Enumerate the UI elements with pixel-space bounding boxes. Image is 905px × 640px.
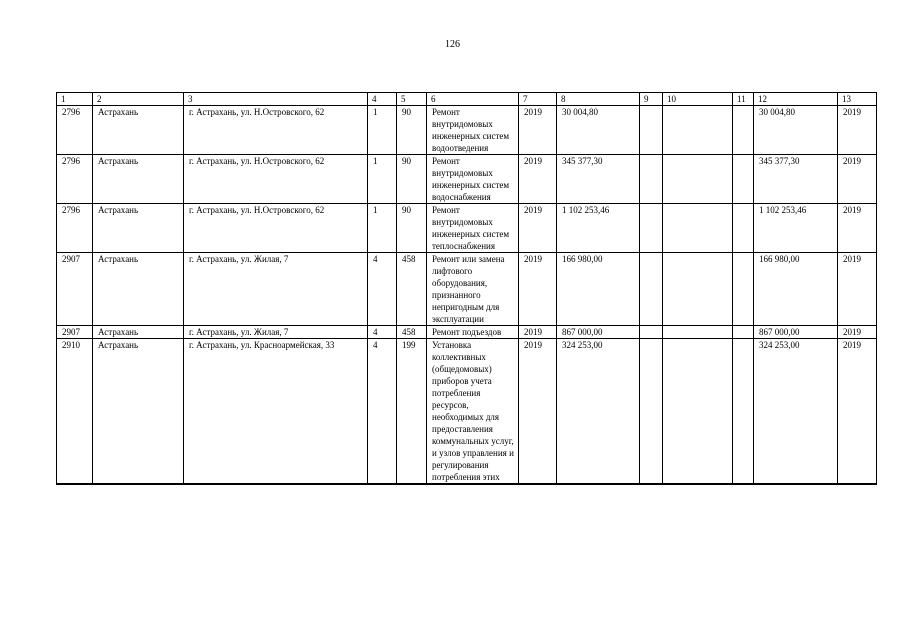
work-type-text: Установка коллективных (общедомовых) приборов учета потребления ресурсов, необходимых для предоставления коммунальных услуг, и узлов управления и регулирования потребления этих (432, 340, 514, 482)
page-number: 126 (445, 39, 460, 50)
cell-col10 (663, 106, 733, 155)
column-header: 3 (184, 93, 368, 106)
cell-col9 (640, 253, 663, 326)
cell-col10 (663, 326, 733, 339)
year-cell: 2019 (838, 326, 877, 339)
city-cell: Астрахань (93, 155, 184, 204)
city-cell: Астрахань (93, 339, 184, 485)
column-header: 13 (838, 93, 877, 106)
cell-col11 (733, 204, 754, 253)
column-header: 6 (427, 93, 519, 106)
city-cell: Астрахань (93, 326, 184, 339)
work-type-cell (427, 339, 519, 485)
year-cell: 2019 (838, 253, 877, 326)
work-type-cell (427, 155, 519, 204)
work-type-text: Ремонт внутридомовых инженерных систем водоотведения (432, 107, 510, 153)
column-header: 1 (57, 93, 93, 106)
address-cell: г. Астрахань, ул. Жилая, 7 (184, 326, 368, 339)
column-header: 9 (640, 93, 663, 106)
cell-col11 (733, 339, 754, 485)
column-header: 12 (754, 93, 838, 106)
cell-col9 (640, 326, 663, 339)
year-cell: 2019 (838, 339, 877, 485)
table-row (57, 339, 877, 485)
cost-total-cell: 30 004,80 (754, 106, 838, 155)
cell-col9 (640, 204, 663, 253)
column-header: 2 (93, 93, 184, 106)
record-id-cell: 2796 (57, 204, 93, 253)
year-cell: 2019 (519, 253, 557, 326)
city-cell: Астрахань (93, 253, 184, 326)
column-header: 8 (557, 93, 640, 106)
year-cell: 2019 (519, 326, 557, 339)
cost-total-cell: 1 102 253,46 (754, 204, 838, 253)
cell-col5: 199 (397, 339, 427, 485)
work-type-text: Ремонт внутридомовых инженерных систем водоснабжения (432, 156, 510, 202)
address-cell: г. Астрахань, ул. Н.Островского, 62 (184, 106, 368, 155)
year-cell: 2019 (519, 204, 557, 253)
cost-cell: 345 377,30 (557, 155, 640, 204)
city-cell: Астрахань (93, 204, 184, 253)
cell-col4: 1 (368, 106, 397, 155)
cell-col10 (663, 155, 733, 204)
cell-col10 (663, 339, 733, 485)
work-type-cell (427, 326, 519, 339)
year-cell: 2019 (519, 155, 557, 204)
cell-col9 (640, 106, 663, 155)
cost-cell: 30 004,80 (557, 106, 640, 155)
year-cell: 2019 (519, 339, 557, 485)
table-row (57, 106, 877, 155)
cell-col10 (663, 204, 733, 253)
work-type-text: Ремонт подъездов (432, 327, 502, 337)
cell-col5: 90 (397, 106, 427, 155)
column-header: 11 (733, 93, 754, 106)
table-row (57, 253, 877, 326)
cost-cell: 324 253,00 (557, 339, 640, 485)
cost-total-cell: 324 253,00 (754, 339, 838, 485)
cell-col11 (733, 253, 754, 326)
cell-col4: 4 (368, 339, 397, 485)
cell-col4: 1 (368, 204, 397, 253)
work-type-cell (427, 204, 519, 253)
table-row (57, 326, 877, 339)
cell-col4: 1 (368, 155, 397, 204)
cell-col5: 90 (397, 155, 427, 204)
year-cell: 2019 (838, 155, 877, 204)
cell-col4: 4 (368, 253, 397, 326)
record-id-cell: 2907 (57, 326, 93, 339)
address-cell: г. Астрахань, ул. Красноармейская, 33 (184, 339, 368, 485)
capital-repair-table (56, 92, 877, 485)
work-type-cell (427, 106, 519, 155)
record-id-cell: 2910 (57, 339, 93, 485)
address-cell: г. Астрахань, ул. Н.Островского, 62 (184, 204, 368, 253)
cost-cell: 166 980,00 (557, 253, 640, 326)
cost-total-cell: 867 000,00 (754, 326, 838, 339)
cost-cell: 1 102 253,46 (557, 204, 640, 253)
column-header: 4 (368, 93, 397, 106)
record-id-cell: 2907 (57, 253, 93, 326)
cell-col5: 90 (397, 204, 427, 253)
record-id-cell: 2796 (57, 155, 93, 204)
work-type-text: Ремонт внутридомовых инженерных систем теплоснабжения (432, 205, 510, 251)
cell-col11 (733, 106, 754, 155)
column-number-row (57, 93, 877, 106)
cost-total-cell: 166 980,00 (754, 253, 838, 326)
cost-cell: 867 000,00 (557, 326, 640, 339)
address-cell: г. Астрахань, ул. Н.Островского, 62 (184, 155, 368, 204)
cell-col4: 4 (368, 326, 397, 339)
column-header: 10 (663, 93, 733, 106)
cell-col11 (733, 155, 754, 204)
year-cell: 2019 (519, 106, 557, 155)
cost-total-cell: 345 377,30 (754, 155, 838, 204)
address-cell: г. Астрахань, ул. Жилая, 7 (184, 253, 368, 326)
cell-col9 (640, 155, 663, 204)
cell-col10 (663, 253, 733, 326)
cell-col5: 458 (397, 326, 427, 339)
column-header: 7 (519, 93, 557, 106)
column-header: 5 (397, 93, 427, 106)
work-type-text: Ремонт или замена лифтового оборудования, признанного непригодным для эксплуатации (432, 254, 505, 324)
table-row (57, 204, 877, 253)
year-cell: 2019 (838, 204, 877, 253)
city-cell: Астрахань (93, 106, 184, 155)
table-row (57, 155, 877, 204)
cell-col9 (640, 339, 663, 485)
year-cell: 2019 (838, 106, 877, 155)
record-id-cell: 2796 (57, 106, 93, 155)
cell-col5: 458 (397, 253, 427, 326)
cell-col11 (733, 326, 754, 339)
work-type-cell (427, 253, 519, 326)
